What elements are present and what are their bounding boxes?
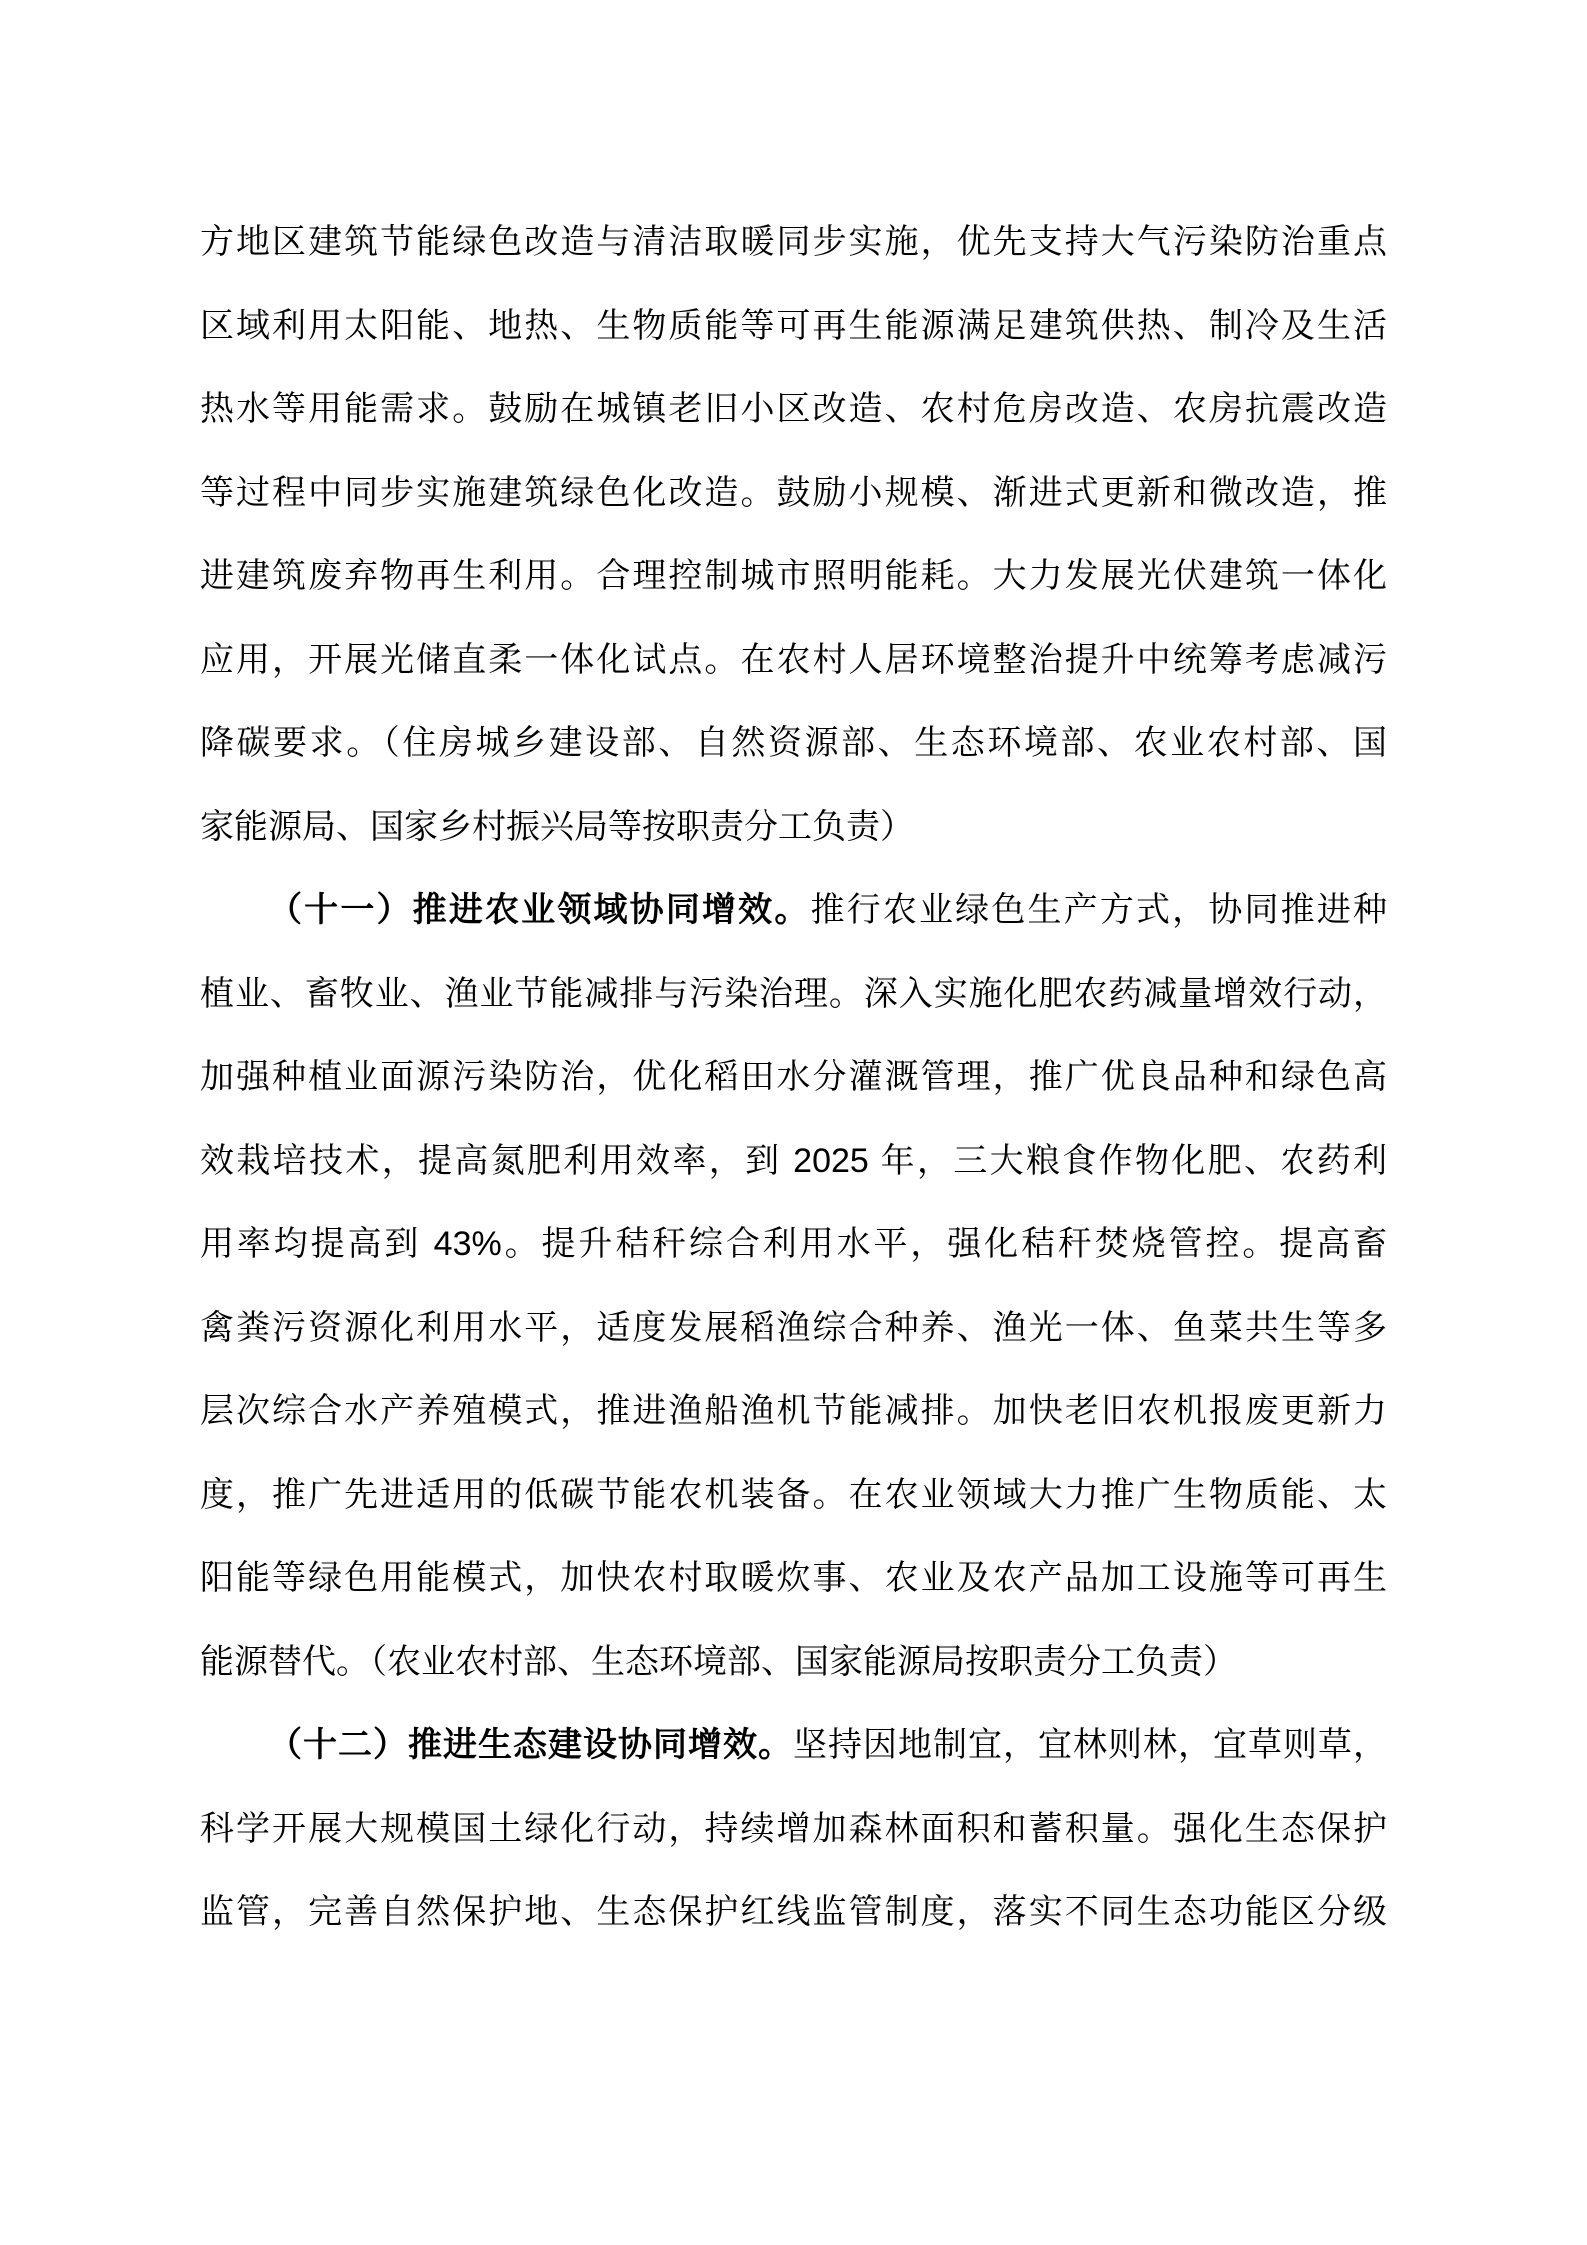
document-text-block	[200, 201, 1387, 1955]
text-line	[200, 869, 1387, 953]
text-line	[200, 786, 1387, 870]
body-text-segment: 禽粪污资源化利用水平，适度发展稻渔综合种养、渔光一体、鱼菜共生等多	[200, 1308, 1387, 1347]
body-text-segment: 效栽培技术，提高氮肥利用效率，到 2025 年，三大粮食作物化肥、农药利	[200, 1141, 1387, 1180]
text-line	[200, 1454, 1387, 1538]
body-text-segment: 植业、畜牧业、渔业节能减排与污染治理。深入实施化肥农药减量增效行动，	[200, 974, 1387, 1013]
body-text-segment: 等过程中同步实施建筑绿色化改造。鼓励小规模、渐进式更新和微改造，推	[200, 473, 1387, 512]
text-line	[200, 1120, 1387, 1204]
body-text-segment: 应用，开展光储直柔一体化试点。在农村人居环境整治提升中统筹考虑减污	[200, 640, 1387, 679]
body-text-segment: 层次综合水产养殖模式，推进渔船渔机节能减排。加快老旧农机报废更新力	[200, 1392, 1387, 1430]
text-line	[200, 535, 1387, 619]
text-line	[200, 1788, 1387, 1872]
text-line	[200, 452, 1387, 536]
text-line	[200, 1621, 1387, 1705]
body-text-segment: 能源替代。（农业农村部、生态环境部、国家能源局按职责分工负责）	[200, 1642, 1237, 1681]
text-line	[200, 702, 1387, 786]
text-line	[200, 368, 1387, 452]
text-line	[200, 1370, 1387, 1454]
text-line	[200, 1287, 1387, 1371]
text-line	[200, 1203, 1387, 1287]
body-text-segment: 度，推广先进适用的低碳节能农机装备。在农业领域大力推广生物质能、太	[200, 1475, 1387, 1514]
section-heading-text: （十一）推进农业领域协同增效。	[268, 891, 811, 929]
text-line	[200, 619, 1387, 703]
text-line	[200, 1036, 1387, 1120]
body-text-segment: 科学开展大规模国土绿化行动，持续增加森林面积和蓄积量。强化生态保护	[200, 1809, 1387, 1848]
body-text-segment: 用率均提高到 43%。提升秸秆综合利用水平，强化秸秆焚烧管控。提高畜	[200, 1225, 1387, 1263]
body-text-segment: 降碳要求。（住房城乡建设部、自然资源部、生态环境部、农业农村部、国	[200, 724, 1387, 762]
body-text-segment: 阳能等绿色用能模式，加快农村取暖炊事、农业及农产品加工设施等可再生	[200, 1559, 1387, 1597]
text-line	[200, 201, 1387, 285]
body-text-segment: 区域利用太阳能、地热、生物质能等可再生能源满足建筑供热、制冷及生活	[200, 306, 1387, 345]
text-line	[200, 1704, 1387, 1788]
body-text-segment: 加强种植业面源污染防治，优化稻田水分灌溉管理，推广优良品种和绿色高	[200, 1058, 1387, 1096]
body-text-segment: 进建筑废弃物再生利用。合理控制城市照明能耗。大力发展光伏建筑一体化	[200, 557, 1387, 595]
body-text-segment: 方地区建筑节能绿色改造与清洁取暖同步实施，优先支持大气污染防治重点	[200, 223, 1387, 261]
body-text-segment: 推行农业绿色生产方式，协同推进种	[810, 891, 1387, 929]
section-heading-text: （十二）推进生态建设协同增效。	[268, 1726, 793, 1764]
body-text-segment: 家能源局、国家乡村振兴局等按职责分工负责）	[200, 807, 914, 846]
body-text-segment: 热水等用能需求。鼓励在城镇老旧小区改造、农村危房改造、农房抗震改造	[200, 390, 1387, 428]
text-line	[200, 285, 1387, 369]
body-text-segment: 坚持因地制宜，宜林则林，宜草则草，	[793, 1726, 1387, 1764]
text-line	[200, 1871, 1387, 1955]
body-text-segment: 监管，完善自然保护地、生态保护红线监管制度，落实不同生态功能区分级	[200, 1893, 1387, 1931]
text-line	[200, 1537, 1387, 1621]
text-line	[200, 953, 1387, 1037]
